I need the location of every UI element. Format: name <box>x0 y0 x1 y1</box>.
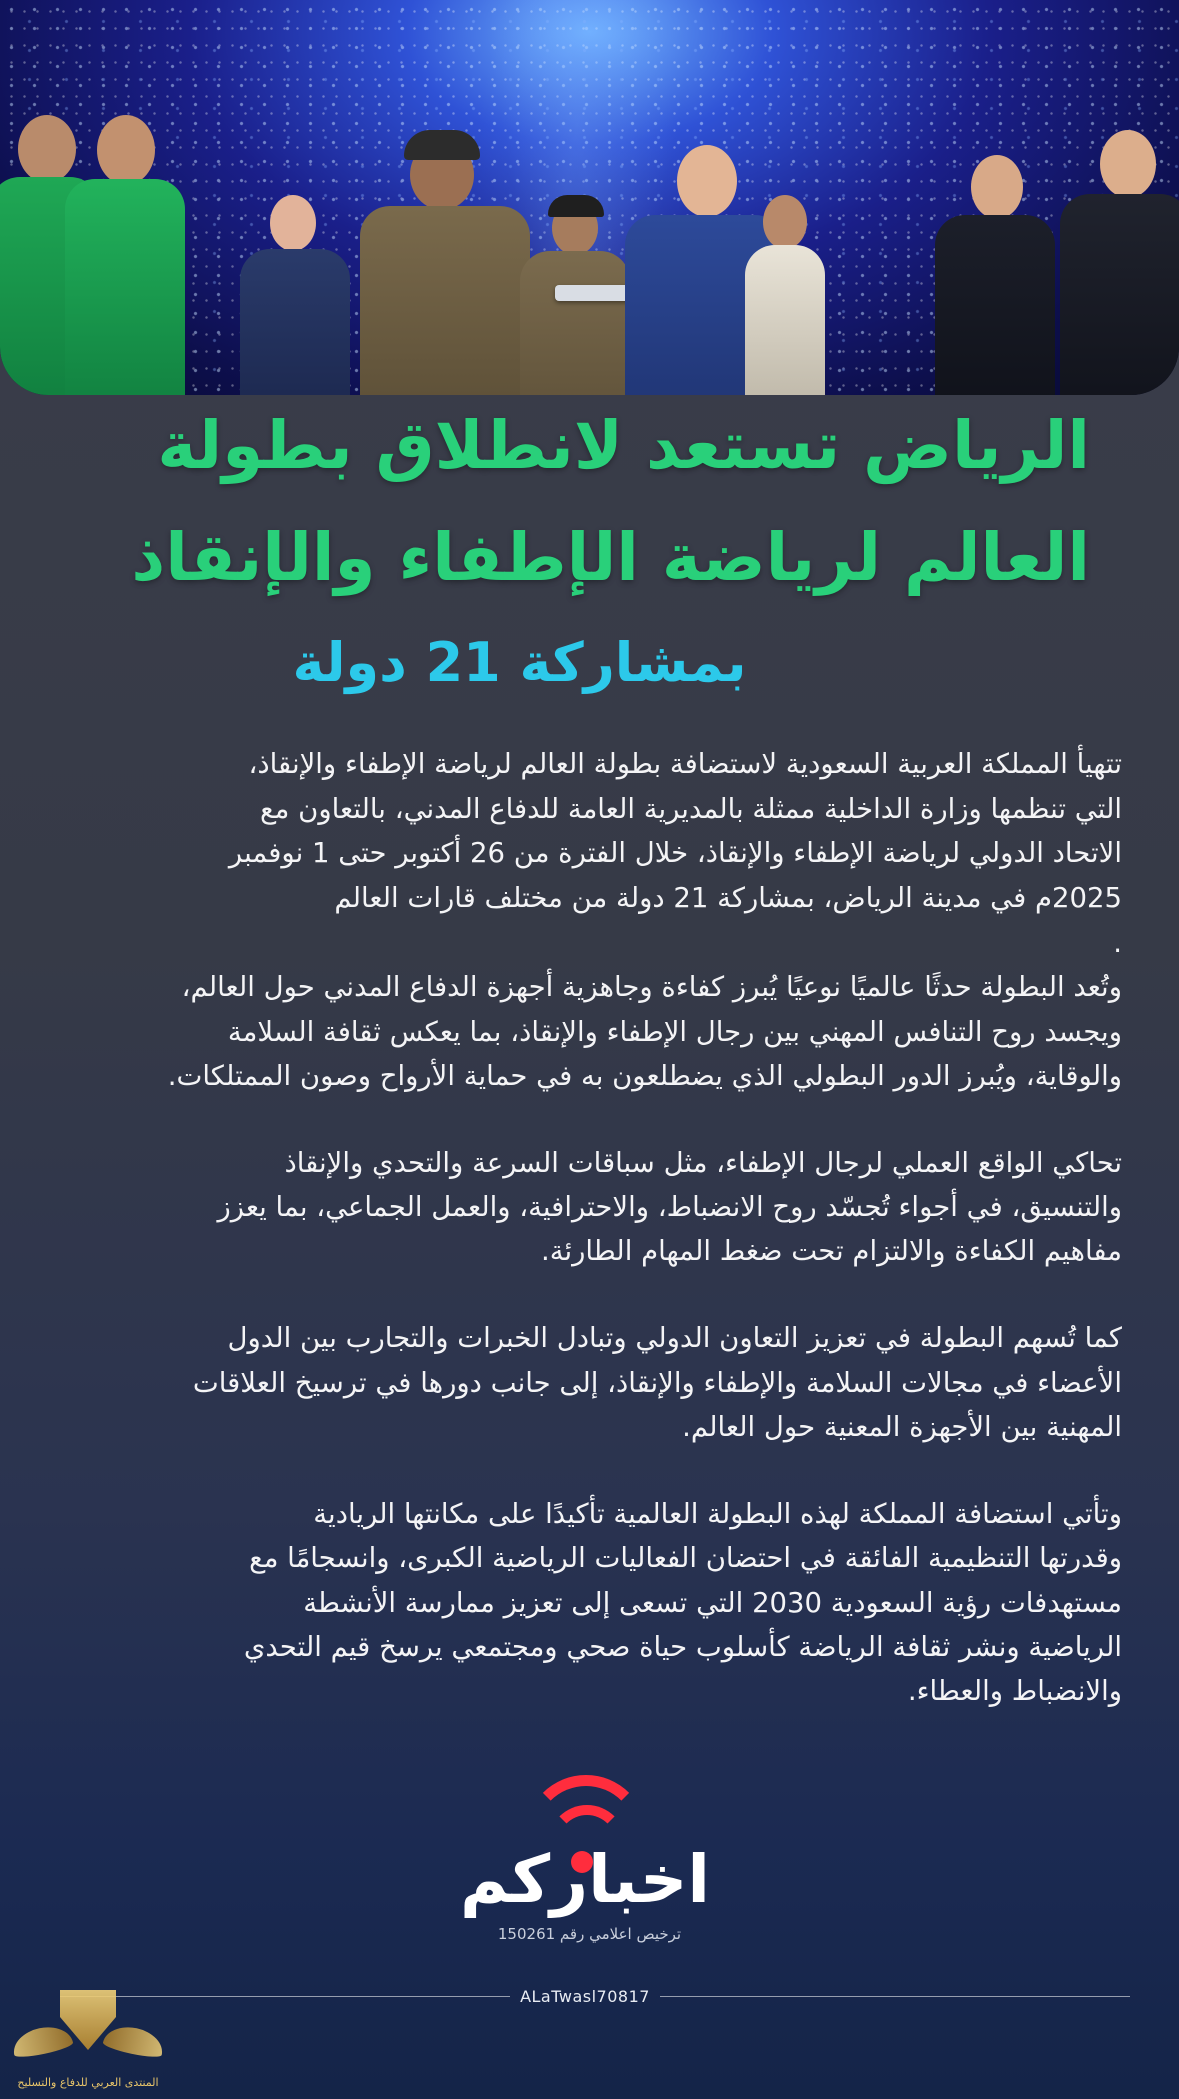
social-handle: ALaTwasl70817 <box>520 1987 650 2006</box>
trophy-plaque <box>555 285 635 301</box>
subtitle: بمشاركة 21 دولة <box>292 631 747 694</box>
article-line: وقدرتها التنظيمية الفائقة في احتضان الفعاليات الرياضية الكبرى، وانسجامًا مع <box>249 1542 1122 1574</box>
article-line: ويجسد روح التنافس المهني بين رجال الإطفاء والإنقاذ، بما يعكس ثقافة السلامة <box>227 1016 1122 1048</box>
headline-line-1: الرياض تستعد لانطلاق بطولة <box>157 407 1090 484</box>
brand-logo <box>440 1775 730 1925</box>
headline-line-2: العالم لرياضة الإطفاء والإنقاذ <box>131 519 1090 596</box>
official-figure <box>935 155 1055 395</box>
article-line: . <box>1113 927 1122 959</box>
article-line: مفاهيم الكفاءة والالتزام تحت ضغط المهام الطارئة. <box>540 1235 1122 1267</box>
article-line: الأعضاء في مجالات السلامة والإطفاء والإنقاذ، إلى جانب دورها في ترسيخ العلاقات <box>192 1367 1122 1399</box>
wing-icon <box>102 2022 166 2060</box>
article-line: وتُعد البطولة حدثًا عالميًا نوعيًا يُبرز كفاءة وجاهزية أجهزة الدفاع المدني حول العالم، <box>181 971 1122 1003</box>
license-number: ترخيص اعلامي رقم 150261 <box>497 1925 682 1943</box>
article-line: تحاكي الواقع العملي لرجال الإطفاء، مثل سباقات السرعة والتحدي والإنقاذ <box>284 1147 1122 1179</box>
wing-icon <box>10 2022 74 2060</box>
article-line: الاتحاد الدولي لرياضة الإطفاء والإنقاذ، خلال الفترة من 26 أكتوبر حتى 1 نوفمبر <box>228 837 1122 869</box>
article-line: التي تنظمها وزارة الداخلية ممثلة بالمديرية العامة للدفاع المدني، بالتعاون مع <box>260 793 1122 825</box>
athlete-figure <box>65 115 185 395</box>
article-line: وتأتي استضافة المملكة لهذه البطولة العالمية تأكيدًا على مكانتها الريادية <box>313 1498 1122 1530</box>
official-figure <box>1060 130 1179 395</box>
article-line: تتهيأ المملكة العربية السعودية لاستضافة بطولة العالم لرياضة الإطفاء والإنقاذ، <box>248 748 1122 780</box>
watermark-text: المنتدى العربي للدفاع والتسليح <box>17 2076 159 2089</box>
brand-name: اخباركم <box>459 1841 711 1918</box>
event-photo <box>0 0 1179 395</box>
official-figure <box>745 195 825 395</box>
article-line: المهنية بين الأجهزة المعنية حول العالم. <box>682 1411 1122 1443</box>
officer-figure <box>360 130 530 395</box>
official-figure <box>240 195 350 395</box>
article-line: الرياضية ونشر ثقافة الرياضة كأسلوب حياة صحي ومجتمعي يرسخ قيم التحدي <box>243 1631 1122 1663</box>
article-line: والتنسيق، في أجواء تُجسّد روح الانضباط، والاحترافية، والعمل الجماعي، بما يعزز <box>217 1191 1122 1223</box>
divider <box>660 1996 1130 1997</box>
article-line: والانضباط والعطاء. <box>907 1675 1122 1707</box>
article-line: مستهدفات رؤية السعودية 2030 التي تسعى إلى تعزيز ممارسة الأنشطة <box>303 1587 1122 1619</box>
watermark <box>8 1990 168 2098</box>
article-line: والوقاية، ويُبرز الدور البطولي الذي يضطلعون به في حماية الأرواح وصون الممتلكات. <box>167 1060 1122 1092</box>
article-line: كما تُسهم البطولة في تعزيز التعاون الدولي وتبادل الخبرات والتجارب بين الدول <box>227 1322 1122 1354</box>
article-line: 2025م في مدينة الرياض، بمشاركة 21 دولة من مختلف قارات العالم <box>334 882 1122 914</box>
